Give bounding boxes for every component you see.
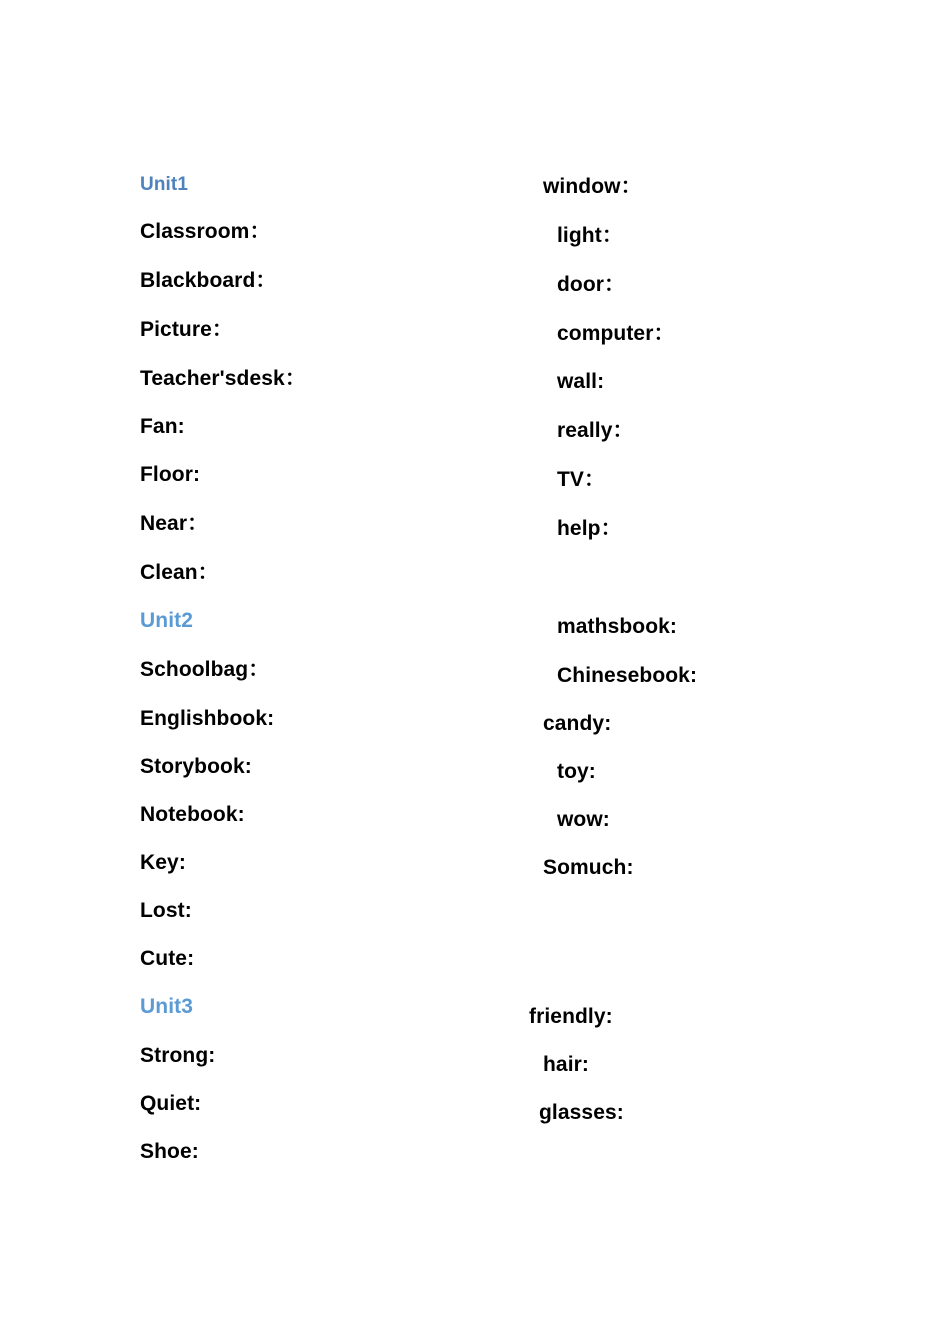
unit3-heading: Unit3 <box>140 995 193 1018</box>
word-entry: Blackboard： <box>140 269 277 292</box>
word-entry: wall: <box>557 370 605 393</box>
word-entry: wow: <box>557 808 610 831</box>
word-entry: Strong: <box>140 1044 216 1067</box>
word-entry: help： <box>557 517 622 540</box>
word-entry: Quiet: <box>140 1092 202 1115</box>
word-entry: light： <box>557 224 623 247</box>
word-entry: Picture： <box>140 318 233 341</box>
word-entry: Cute: <box>140 947 195 970</box>
unit2-heading: Unit2 <box>140 609 193 632</box>
word-entry: Key: <box>140 851 186 874</box>
word-entry: Shoe: <box>140 1140 199 1163</box>
word-entry: Schoolbag： <box>140 658 270 681</box>
word-entry: mathsbook: <box>557 615 678 638</box>
word-entry: Lost: <box>140 899 192 922</box>
word-entry: glasses: <box>539 1101 624 1124</box>
word-entry: friendly: <box>529 1005 613 1028</box>
word-entry: Classroom： <box>140 220 271 243</box>
unit1-heading: Unit1 <box>140 174 188 195</box>
word-entry: Clean： <box>140 561 219 584</box>
word-entry: toy: <box>557 760 596 783</box>
word-entry: Fan: <box>140 415 185 438</box>
word-entry: window： <box>543 175 642 198</box>
word-entry: computer： <box>557 322 675 345</box>
word-entry: Englishbook: <box>140 707 275 730</box>
word-entry: hair: <box>543 1053 590 1076</box>
word-entry: Notebook: <box>140 803 245 826</box>
word-entry: Teacher'sdesk： <box>140 367 306 390</box>
word-entry: Somuch: <box>543 856 634 879</box>
word-entry: Floor: <box>140 463 201 486</box>
word-entry: door： <box>557 273 626 296</box>
word-entry: Storybook: <box>140 755 252 778</box>
word-entry: Chinesebook: <box>557 664 698 687</box>
word-entry: candy: <box>543 712 612 735</box>
word-entry: Near： <box>140 512 209 535</box>
word-entry: TV： <box>557 468 606 491</box>
word-entry: really： <box>557 419 634 442</box>
